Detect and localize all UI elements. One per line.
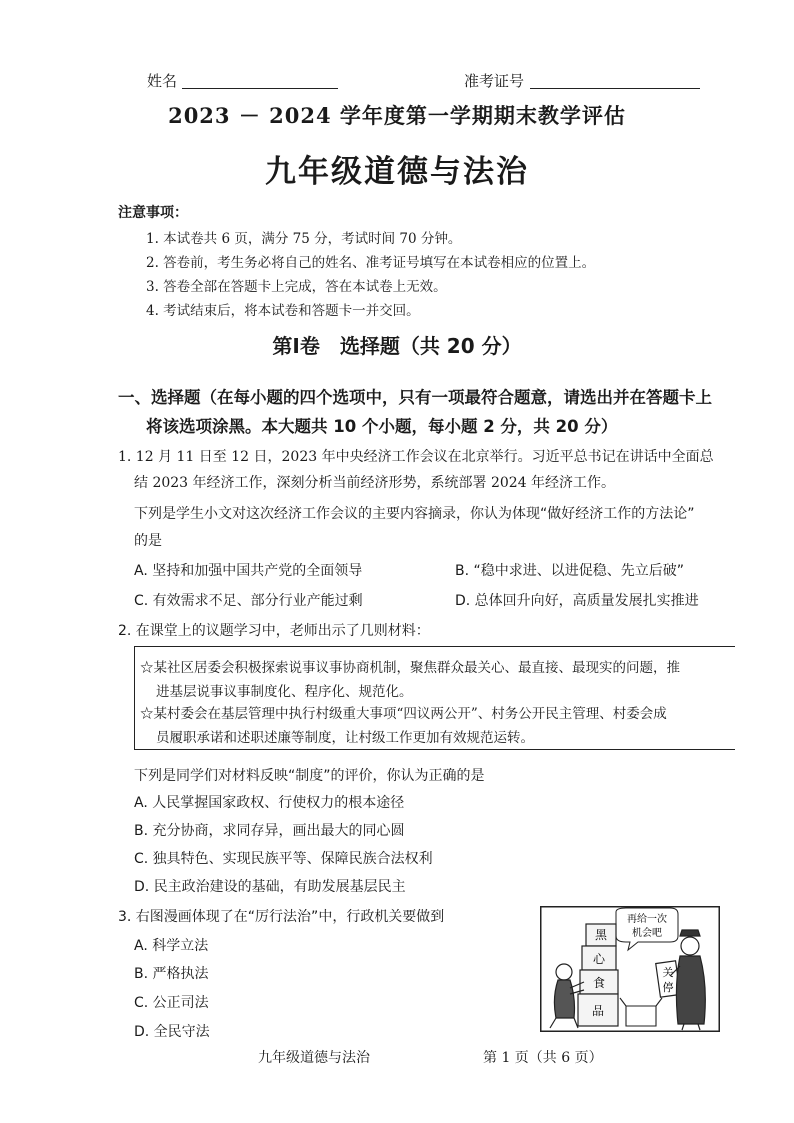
cartoon-drawing [540,906,720,1032]
box-char-4: 品 [591,1004,605,1018]
notice-item: 4. 考试结束后，将本试卷和答题卡一并交回。 [146,303,420,319]
q1-option-d: D. 总体回升向好，高质量发展扎实推进 [455,593,699,609]
q2-material-line2: 进基层说事议事制度化、程序化、规范化。 [156,684,413,700]
part-instructions-line2: 将该选项涂黑。本大题共 10 个小题，每小题 2 分，共 20 分） [146,417,618,436]
q1-line2: 结 2023 年经济工作，深刻分析当前经济形势，系统部署 2024 年经济工作。 [134,475,616,491]
q2-material-line3: ☆某村委会在基层管理中执行村级重大事项“四议两公开”、村务公开民主管理、村委会成 [140,706,667,722]
q1-option-a: A. 坚持和加强中国共产党的全面领导 [134,563,363,579]
q2-material-line1: ☆某社区居委会积极探索说事议事协商机制，聚焦群众最关心、最直接、最现实的问题，推 [140,660,680,676]
q2-question: 下列是同学们对材料反映“制度”的评价，你认为正确的是 [134,768,485,784]
q1-option-b: B. “稳中求进、以进促稳、先立后破” [455,563,685,579]
footer-subject: 九年级道德与法治 [258,1050,370,1066]
q1-line1: 1. 12 月 11 日至 12 日，2023 年中央经济工作会议在北京举行。习近平总书记在讲话中全面总 [118,449,714,465]
q2-option-c: C. 独具特色、实现民族平等、保障民族合法权利 [134,851,433,867]
q2-option-b: B. 充分协商，求同存异，画出最大的同心圆 [134,823,405,839]
notice-item: 2. 答卷前，考生务必将自己的姓名、准考证号填写在本试卷相应的位置上。 [146,255,596,271]
footer-page-number: 第 1 页（共 6 页） [483,1050,603,1066]
notice-item: 3. 答卷全部在答题卡上完成，答在本试卷上无效。 [146,279,447,295]
exam-id-field[interactable] [530,88,700,89]
q3-option-a: A. 科学立法 [134,938,209,954]
box-char-2: 心 [592,952,606,966]
q3-option-d: D. 全民守法 [134,1024,210,1040]
notice-item: 1. 本试卷共 6 页，满分 75 分，考试时间 70 分钟。 [146,231,462,247]
sign-char-2: 停 [662,981,674,994]
cartoon-image [540,906,720,1032]
q1-line4: 的是 [134,533,162,549]
name-field[interactable] [182,88,338,89]
q3-option-b: B. 严格执法 [134,966,209,982]
sign-char-1: 关 [662,966,674,979]
q3-stem: 3. 右图漫画体现了在“厉行法治”中，行政机关要做到 [118,909,445,925]
q2-option-a: A. 人民掌握国家政权、行使权力的根本途径 [134,795,405,811]
q1-line3: 下列是学生小文对这次经济工作会议的主要内容摘录，你认为体现“做好经济工作的方法论” [134,506,695,522]
name-label: 姓名 [147,72,178,90]
exam-id-label: 准考证号 [464,72,525,90]
q2-material-line4: 员履职承诺和述职述廉等制度，让村级工作更加有效规范运转。 [156,730,534,746]
q2-stem: 2. 在课堂上的议题学习中，老师出示了几则材料： [118,623,430,639]
q1-option-c: C. 有效需求不足、部分行业产能过剩 [134,593,363,609]
q3-option-c: C. 公正司法 [134,995,209,1011]
box-char-1: 黑 [594,928,608,942]
subject-title: 九年级道德与法治 [265,154,529,190]
q2-option-d: D. 民主政治建设的基础，有助发展基层民主 [134,879,406,895]
exam-title: 2023 － 2024 学年度第一学期期末教学评估 [168,103,626,128]
speech-line1: 再给一次 [627,914,667,925]
notice-heading: 注意事项： [118,205,188,221]
part-instructions-line1: 一、选择题（在每小题的四个选项中，只有一项最符合题意，请选出并在答题卡上 [118,388,712,407]
speech-line2: 机会吧 [632,928,662,939]
section-title: 第Ⅰ卷 选择题（共 20 分） [272,334,522,358]
box-char-3: 食 [592,976,606,990]
